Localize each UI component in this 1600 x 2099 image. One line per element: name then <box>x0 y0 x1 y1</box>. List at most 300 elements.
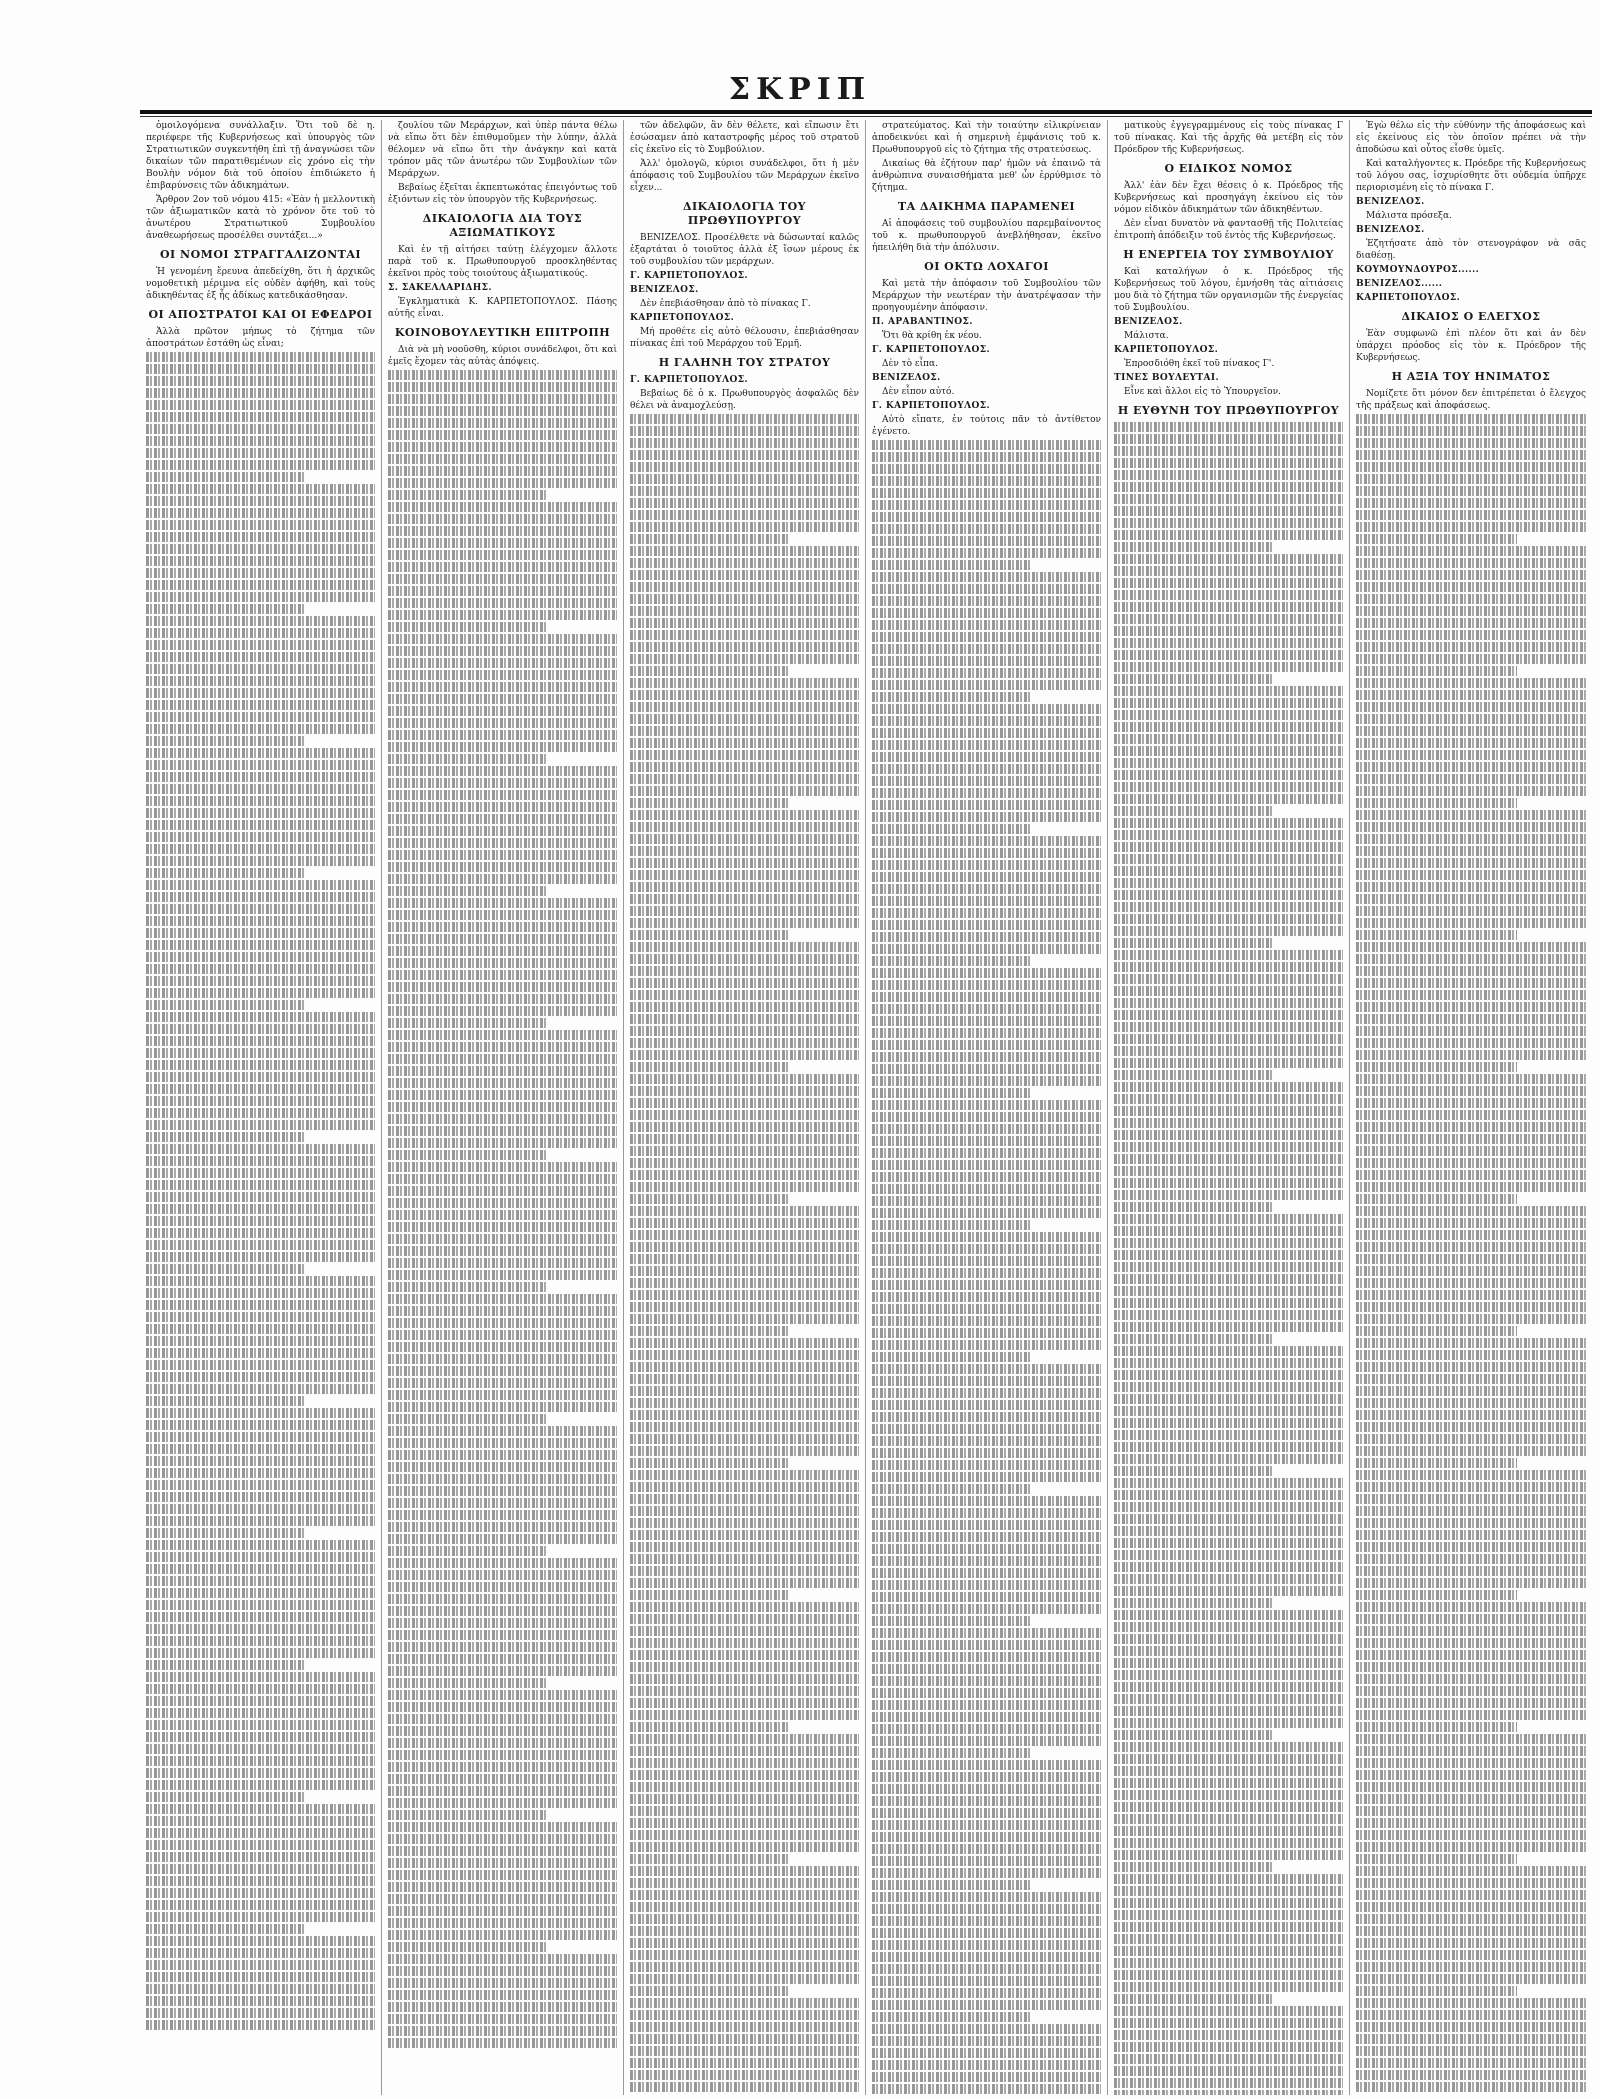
print-texture <box>630 1410 859 1420</box>
masthead <box>0 0 1600 120</box>
print-texture <box>1114 446 1343 456</box>
print-texture <box>872 512 1101 522</box>
section-heading: ΟΙ ΟΚΤΩ ΛΟΧΑΓΟΙ <box>924 260 1049 273</box>
print-texture <box>1356 1866 1586 1876</box>
print-texture <box>872 716 1101 726</box>
print-texture <box>872 1844 1101 1854</box>
print-texture <box>872 1652 1101 1662</box>
print-texture <box>1356 1770 1586 1780</box>
print-texture <box>1356 1014 1586 1024</box>
print-texture <box>1356 1242 1586 1252</box>
article-paragraph: Εἶνε καὶ ἄλλοι εἰς τὸ Ὑπουργεῖον. <box>1124 387 1281 397</box>
print-texture <box>630 954 859 964</box>
print-texture <box>630 786 859 796</box>
print-texture <box>1114 1814 1343 1824</box>
article-paragraph: Καὶ ἐν τῇ αἰτήσει ταύτῃ ἐλέγχομεν ἄλλοτε παρὰ τοῦ κ. Πρωθυπουργοῦ προσκληθέντας ἐκεῖνοι πρὸς τοὺς τοιούτους ἀξιωματικούς. <box>388 245 617 279</box>
print-texture <box>630 1674 859 1684</box>
print-texture <box>872 560 1032 570</box>
print-texture <box>1114 554 1343 564</box>
print-texture <box>630 1422 859 1432</box>
print-texture <box>630 978 859 988</box>
print-texture <box>872 1904 1101 1914</box>
print-texture <box>872 1388 1101 1398</box>
print-texture <box>1114 1010 1343 1020</box>
print-texture <box>872 2048 1101 2058</box>
print-texture <box>630 570 859 580</box>
print-texture <box>1356 642 1586 652</box>
print-texture <box>1114 1130 1343 1140</box>
print-texture <box>146 868 306 878</box>
print-texture <box>630 1602 859 1612</box>
print-texture <box>872 992 1101 1002</box>
print-texture <box>630 1134 859 1144</box>
print-texture <box>146 1192 375 1202</box>
article-paragraph: Ἐπροσδιόθη ἐκεῖ τοῦ πίνακος Γ'. <box>1124 359 1275 369</box>
print-texture <box>1356 1974 1586 1984</box>
print-texture <box>1356 1758 1586 1768</box>
print-texture <box>1356 630 1586 640</box>
print-texture <box>388 1546 548 1556</box>
print-texture <box>146 880 375 890</box>
print-texture <box>1356 558 1586 568</box>
print-texture <box>1356 1158 1586 1168</box>
print-texture <box>630 618 859 628</box>
print-texture <box>872 1460 1101 1470</box>
print-texture <box>1356 942 1586 952</box>
print-texture <box>1114 1274 1343 1284</box>
print-texture <box>630 1542 859 1552</box>
print-texture <box>1356 1878 1586 1888</box>
print-texture <box>630 474 859 484</box>
print-texture <box>388 1534 617 1544</box>
print-texture <box>388 1522 617 1532</box>
print-texture <box>1114 2090 1343 2095</box>
print-texture <box>872 896 1101 906</box>
print-texture <box>1114 674 1274 684</box>
print-texture <box>1356 1050 1586 1060</box>
print-texture <box>630 2022 859 2032</box>
article-paragraph: Μάλιστα πρόσεξα. <box>1366 211 1452 221</box>
print-texture <box>146 1552 375 1562</box>
print-texture <box>1356 1386 1586 1396</box>
print-texture <box>1356 2082 1586 2092</box>
print-texture <box>146 1840 375 1850</box>
print-texture <box>630 2046 859 2056</box>
print-texture <box>1356 1566 1586 1576</box>
print-texture <box>630 882 859 892</box>
print-texture <box>388 514 617 524</box>
print-texture <box>872 860 1101 870</box>
print-texture <box>1114 1190 1343 1200</box>
section-heading: Η ΕΝΕΡΓΕΙΑ ΤΟΥ ΣΥΜΒΟΥΛΙΟΥ <box>1123 248 1334 261</box>
print-texture <box>146 604 306 614</box>
print-texture <box>1114 1058 1343 1068</box>
print-texture <box>630 690 859 700</box>
print-texture <box>630 846 859 856</box>
print-texture <box>1356 858 1586 868</box>
print-texture <box>1356 1830 1586 1840</box>
print-texture <box>1114 1994 1274 2004</box>
print-texture <box>630 1950 859 1960</box>
print-texture <box>388 1810 548 1820</box>
print-texture <box>1114 1598 1274 1608</box>
print-texture <box>388 1822 617 1832</box>
print-texture <box>872 1808 1101 1818</box>
print-texture <box>630 1230 859 1240</box>
print-texture <box>630 1014 859 1024</box>
print-texture <box>1114 758 1343 768</box>
print-texture <box>388 1726 617 1736</box>
print-texture <box>872 1256 1101 1266</box>
print-texture <box>1114 1142 1343 1152</box>
print-texture <box>630 1182 859 1192</box>
print-texture <box>1114 422 1343 432</box>
print-texture <box>630 1818 859 1828</box>
print-texture <box>630 1530 859 1540</box>
print-texture <box>388 454 617 464</box>
print-texture <box>388 670 617 680</box>
print-texture <box>1114 1430 1343 1440</box>
print-texture <box>1114 1442 1343 1452</box>
print-texture <box>146 1144 375 1154</box>
print-texture <box>872 1784 1101 1794</box>
print-texture <box>630 1578 859 1588</box>
print-texture <box>1356 750 1586 760</box>
print-texture <box>388 814 617 824</box>
print-texture <box>388 1222 617 1232</box>
speaker-name: Γ. ΚΑΡΠΕΤΟΠΟΥΛΟΣ. <box>630 271 749 281</box>
print-texture <box>1356 1230 1586 1240</box>
print-texture <box>1356 810 1586 820</box>
print-texture <box>388 1342 617 1352</box>
print-texture <box>146 1468 375 1478</box>
print-texture <box>1356 1890 1586 1900</box>
print-texture <box>388 1906 617 1916</box>
print-texture <box>1114 890 1343 900</box>
print-texture <box>1114 1490 1343 1500</box>
print-texture <box>872 824 1032 834</box>
print-texture <box>1356 906 1586 916</box>
print-texture <box>146 700 375 710</box>
print-texture <box>388 1162 617 1172</box>
print-texture <box>388 1510 617 1520</box>
print-texture <box>630 822 859 832</box>
print-texture <box>146 1936 375 1946</box>
article-paragraph: Ἐὰν συμφωνῶ ἐπὶ πλέον ὅτι καὶ ἀν δὲν ὑπάρχει πρόοδος εἰς τὸν κ. Πρόεδρον τῆς Κυβερνήσεως. <box>1356 329 1586 363</box>
print-texture <box>1356 1266 1586 1276</box>
print-texture <box>388 1918 617 1928</box>
print-texture <box>872 1124 1101 1134</box>
print-texture <box>630 1434 859 1444</box>
print-texture <box>872 1292 1101 1302</box>
print-texture <box>388 1246 617 1256</box>
print-texture <box>872 2084 1101 2094</box>
print-texture <box>1114 782 1343 792</box>
print-texture <box>388 1198 617 1208</box>
print-texture <box>146 2008 375 2018</box>
print-texture <box>630 1722 790 1732</box>
print-texture <box>630 1218 859 1228</box>
print-texture <box>146 1972 375 1982</box>
print-texture <box>872 1988 1101 1998</box>
print-texture <box>630 606 859 616</box>
print-texture <box>146 844 375 854</box>
print-texture <box>1356 822 1586 832</box>
print-texture <box>872 1700 1101 1710</box>
print-texture <box>872 596 1101 606</box>
print-texture <box>146 1756 375 1766</box>
print-texture <box>146 1696 375 1706</box>
print-texture <box>1356 498 1586 508</box>
print-texture <box>1114 2006 1343 2016</box>
print-texture <box>1114 1226 1343 1236</box>
print-texture <box>146 1336 375 1346</box>
print-texture <box>388 1870 617 1880</box>
print-texture <box>146 1492 375 1502</box>
article-paragraph: Δὲν εἶπον αὐτό. <box>882 387 955 397</box>
print-texture <box>1356 726 1586 736</box>
print-texture <box>146 1084 375 1094</box>
print-texture <box>872 1928 1101 1938</box>
print-texture <box>388 1378 617 1388</box>
print-texture <box>146 508 375 518</box>
print-texture <box>388 862 617 872</box>
print-texture <box>630 1506 859 1516</box>
print-texture <box>872 884 1101 894</box>
article-columns <box>140 120 1592 2095</box>
column-2 <box>382 120 624 2095</box>
print-texture <box>630 1938 859 1948</box>
print-texture <box>872 872 1101 882</box>
print-texture <box>1356 1926 1586 1936</box>
print-texture <box>630 1854 790 1864</box>
print-texture <box>388 1954 617 1964</box>
column-6 <box>1350 120 1592 2095</box>
print-texture <box>1114 1766 1343 1776</box>
print-texture <box>146 1312 375 1322</box>
print-texture <box>630 906 859 916</box>
print-texture <box>872 1220 1032 1230</box>
print-texture <box>1356 1086 1586 1096</box>
print-texture <box>630 990 859 1000</box>
print-texture <box>1114 1082 1343 1092</box>
print-texture <box>388 562 617 572</box>
print-texture <box>630 1686 859 1696</box>
print-texture <box>1114 698 1343 708</box>
print-texture <box>872 764 1101 774</box>
print-texture <box>146 1996 375 2006</box>
print-texture <box>1114 1094 1343 1104</box>
print-texture <box>1356 474 1586 484</box>
print-texture <box>388 1678 548 1688</box>
section-heading: Ο ΕΙΔΙΚΟΣ ΝΟΜΟΣ <box>1164 162 1293 175</box>
print-texture <box>872 1448 1101 1458</box>
print-texture <box>146 1672 375 1682</box>
print-texture <box>388 1582 617 1592</box>
print-texture <box>1356 2022 1586 2032</box>
print-texture <box>1114 1742 1343 1752</box>
print-texture <box>872 800 1101 810</box>
print-texture <box>388 1642 617 1652</box>
print-texture <box>630 450 859 460</box>
print-texture <box>1356 1722 1517 1732</box>
print-texture <box>1114 734 1343 744</box>
print-texture <box>1114 1622 1343 1632</box>
print-texture <box>1356 1662 1586 1672</box>
print-texture <box>630 1902 859 1912</box>
print-texture <box>630 1002 859 1012</box>
print-texture <box>388 1114 617 1124</box>
print-texture <box>630 1062 790 1072</box>
print-texture <box>146 1948 375 1958</box>
print-texture <box>1114 2066 1343 2076</box>
print-texture <box>1114 590 1343 600</box>
print-texture <box>1114 1658 1343 1668</box>
column-1 <box>140 120 382 2095</box>
print-texture <box>146 1708 375 1718</box>
print-texture <box>1356 714 1586 724</box>
print-texture <box>872 788 1101 798</box>
print-texture <box>872 1976 1101 1986</box>
print-texture <box>146 1120 375 1130</box>
print-texture <box>146 772 375 782</box>
print-texture <box>1356 930 1517 940</box>
article-paragraph: Ἀλλ' ὁμολογῶ, κύριοι συνάδελφοι, ὅτι ἡ μὲν ἀπόφασις τοῦ Συμβουλίου τῶν Μεράρχων ἐκεῖνο εἶχεν... <box>630 159 859 193</box>
print-texture <box>872 1436 1101 1446</box>
print-texture <box>388 706 617 716</box>
print-texture <box>630 1770 859 1780</box>
print-texture <box>388 1630 617 1640</box>
print-texture <box>146 1636 375 1646</box>
print-texture <box>1114 1310 1343 1320</box>
print-texture <box>146 952 375 962</box>
print-texture <box>1114 1526 1343 1536</box>
print-texture <box>872 464 1101 474</box>
article-paragraph: Νομίζετε ὅτι μόνον δεν ἐπιτρέπεται ὁ ἔλεγχος τῆς πράξεως καὶ ἀποφάσεως. <box>1356 389 1586 411</box>
article-paragraph: Ἡ γενομένη ἔρευνα ἀπεδείχθη, ὅτι ἡ ἀρχικῶς νομοθετικὴ μέριμνα εἰς οὐδὲν ἀφήθη, καὶ τοὺς ἀδικηθέντας ἐξ ἧς ἀδίκως κατεδικάσθησαν. <box>146 267 375 301</box>
print-texture <box>388 1846 617 1856</box>
print-texture <box>1114 1562 1343 1572</box>
print-texture <box>1356 666 1517 676</box>
print-texture <box>872 2000 1101 2010</box>
print-texture <box>630 762 859 772</box>
print-texture <box>1114 686 1343 696</box>
print-texture <box>1114 1790 1343 1800</box>
print-texture <box>388 1666 617 1676</box>
print-texture <box>146 760 375 770</box>
print-texture <box>1114 1262 1343 1272</box>
print-texture <box>1356 1554 1586 1564</box>
print-texture <box>1356 1590 1517 1600</box>
print-texture <box>1114 830 1343 840</box>
print-texture <box>146 676 375 686</box>
section-heading: ΔΙΚΑΙΟΣ Ο ΕΛΕΓΧΟΣ <box>1401 310 1541 323</box>
print-texture <box>1114 1106 1343 1116</box>
print-texture <box>630 1254 859 1264</box>
print-texture <box>1356 450 1586 460</box>
print-texture <box>872 1580 1101 1590</box>
print-texture <box>1356 870 1586 880</box>
print-texture <box>146 1660 306 1670</box>
print-texture <box>630 534 790 544</box>
print-texture <box>872 1640 1101 1650</box>
print-texture <box>872 1088 1032 1098</box>
print-texture <box>388 610 617 620</box>
print-texture <box>872 536 1101 546</box>
print-texture <box>1356 1338 1586 1348</box>
print-texture <box>630 834 859 844</box>
print-texture <box>1114 2078 1343 2088</box>
article-paragraph: Ὅτι θὰ κρίθη ἐκ νέου. <box>882 331 982 341</box>
print-texture <box>1114 842 1343 852</box>
print-texture <box>1356 1854 1517 1864</box>
print-texture <box>388 874 617 884</box>
print-texture <box>630 1302 859 1312</box>
print-texture <box>872 836 1101 846</box>
speaker-name: ΒΕΝΙΖΕΛΟΣ...... <box>1356 279 1443 289</box>
print-texture <box>1114 2042 1343 2052</box>
article-paragraph: Δὲν εἶναι δυνατὸν νὰ φαντασθῇ τῆς Πολιτείας ἐπιτροπὴ ἀπόδειξιν τοῦ ἐντὸς τῆς Κυβερνήσεως. <box>1114 219 1343 241</box>
print-texture <box>388 1330 617 1340</box>
print-texture <box>146 628 375 638</box>
print-texture <box>388 1366 617 1376</box>
print-texture <box>388 1102 617 1112</box>
print-texture <box>388 1882 617 1892</box>
print-texture <box>1356 738 1586 748</box>
print-texture <box>146 448 375 458</box>
print-texture <box>146 1852 375 1862</box>
print-texture <box>388 1738 617 1748</box>
print-texture <box>872 1820 1101 1830</box>
speaker-name: ΒΕΝΙΖΕΛΟΣ. <box>872 373 941 383</box>
print-texture <box>146 376 375 386</box>
print-texture <box>146 1240 375 1250</box>
article-paragraph: Αἱ ἀποφάσεις τοῦ συμβουλίου παρεμβαίνοντος τοῦ κ. πρωθυπουργοῦ ἀνεβλήθησαν, ἐκεῖνο ἠπειλήθη διὰ τὴν ἀπόλυσιν. <box>872 219 1101 253</box>
print-texture <box>1356 1290 1586 1300</box>
speaker-name: ΚΟΥΜΟΥΝΔΟΥΡΟΣ...... <box>1356 265 1480 275</box>
print-texture <box>630 1122 859 1132</box>
print-texture <box>388 634 617 644</box>
print-texture <box>630 1242 859 1252</box>
print-texture <box>630 1842 859 1852</box>
column-5 <box>1108 120 1350 2095</box>
print-texture <box>872 1532 1101 1542</box>
print-texture <box>146 904 375 914</box>
print-texture <box>1356 1614 1586 1624</box>
print-texture <box>1114 1250 1343 1260</box>
print-texture <box>146 1036 375 1046</box>
print-texture <box>388 1078 617 1088</box>
print-texture <box>388 526 617 536</box>
print-texture <box>388 1834 617 1844</box>
print-texture <box>388 406 617 416</box>
print-texture <box>630 738 859 748</box>
section-heading: ΔΙΚΑΙΟΛΟΓΙΑ ΤΟΥ ΠΡΩΘΥΠΟΥΡΓΟΥ <box>682 200 807 227</box>
print-texture <box>388 886 548 896</box>
print-texture <box>872 1100 1101 1110</box>
print-texture <box>146 1684 375 1694</box>
print-texture <box>872 740 1101 750</box>
print-texture <box>872 1880 1032 1890</box>
print-texture <box>146 928 375 938</box>
print-texture <box>388 1798 617 1808</box>
article-paragraph: τῶν ἀδελφῶν, ἂν δὲν θέλετε, καὶ εἴπωσιν ἔτι ἐσώσαμεν ἀπὸ καταστροφῆς μέρος τοῦ στρατοῦ εἰς ἐκεῖνο εἰς τὸ Συμβούλιον. <box>630 121 859 155</box>
print-texture <box>872 1016 1101 1026</box>
print-texture <box>146 1816 375 1826</box>
print-texture <box>630 1974 859 1984</box>
print-texture <box>630 1290 859 1300</box>
print-texture <box>630 1662 859 1672</box>
